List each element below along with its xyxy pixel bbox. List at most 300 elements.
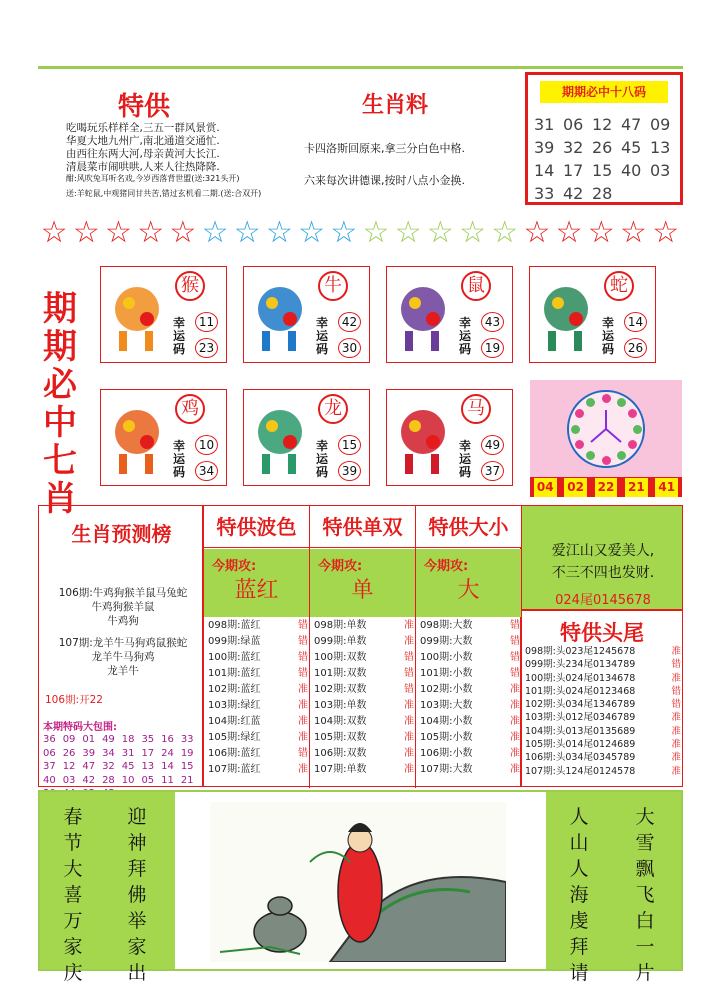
row-value: 头234尾0134789 (555, 659, 636, 671)
column-header: 特供波色 (204, 506, 309, 548)
package-number: 06 (43, 747, 56, 759)
row-period: 101期: (314, 668, 347, 679)
zodiac-card (100, 389, 227, 486)
forecast-table (203, 505, 521, 787)
star-icon: ☆ (491, 215, 519, 250)
row-value: 小数 (452, 748, 473, 759)
ranking-106 (43, 586, 203, 628)
head-tail-row (525, 765, 681, 778)
note-line: 送:羊蛇鼠,中观猪同甘共苦,错过玄机看二期.(送:合双开) (66, 189, 262, 198)
lucky-char: 运 (316, 329, 329, 343)
row-period: 105期: (208, 732, 241, 743)
zodiac-card (100, 266, 227, 363)
row-period: 100期: (314, 652, 347, 663)
row-period: 101期: (525, 685, 556, 697)
lucky-number: 23 (195, 338, 218, 358)
history-row (420, 634, 520, 650)
row-period: 107期: (420, 764, 453, 775)
head-tail-row (525, 751, 681, 764)
lucky-char: 运 (316, 452, 329, 466)
row-result: 准 (671, 646, 681, 657)
lucky-char: 运 (459, 329, 472, 343)
history-row (314, 762, 414, 778)
row-result: 错 (298, 748, 308, 759)
box18-number: 33 (534, 184, 555, 203)
clock-numbers (530, 477, 682, 497)
history-row (420, 650, 520, 666)
row-result: 错 (510, 620, 520, 631)
row-period: 105期: (420, 732, 453, 743)
star-icon: ☆ (201, 215, 229, 250)
box18-number: 06 (563, 115, 584, 134)
package-number: 42 (82, 774, 96, 786)
lucky-char: 码 (173, 342, 186, 356)
history-row (314, 650, 414, 666)
package-number: 17 (141, 747, 155, 759)
package-number: 10 (121, 774, 135, 786)
zodiac-name: 猴 (175, 271, 205, 301)
row-period: 100期: (420, 652, 453, 663)
box18-number: 45 (621, 138, 642, 157)
star-icon: ☆ (555, 215, 583, 250)
lucky-number: 49 (481, 435, 504, 455)
couplet-char: 一 (635, 936, 655, 958)
row-value: 单数 (346, 700, 367, 711)
row-period: 098期: (314, 620, 347, 631)
lucky-char: 幸 (173, 316, 186, 330)
star-icon: ☆ (72, 215, 100, 250)
row-value: 头013尾0135689 (555, 725, 636, 737)
couplet-left-1 (62, 804, 84, 986)
slogan-tail: 024尾0145678 (555, 593, 651, 608)
lucky-char: 码 (602, 342, 615, 356)
poem-line: 清晨菜市闹哄哄,人来人往热降降. (66, 161, 220, 173)
column-header: 特供大小 (416, 506, 521, 548)
clock-number: 41 (655, 478, 678, 497)
title-char: 期 (43, 289, 77, 329)
row-period: 106期: (208, 748, 241, 759)
couplet-char: 片 (635, 962, 655, 984)
row-value: 头012尾0346789 (555, 712, 636, 724)
clock-dot-icon (602, 456, 611, 465)
history-row (314, 682, 414, 698)
top-divider-line (38, 66, 683, 69)
row-value: 头024尾0134678 (555, 672, 636, 684)
ranking-line: 牛鸡狗 (107, 615, 139, 627)
history-row (314, 634, 414, 650)
star-icon: ☆ (394, 215, 422, 250)
star-icon: ☆ (587, 215, 615, 250)
row-period: 107期: (208, 764, 241, 775)
attack-label: 今期攻: (212, 559, 257, 574)
row-result: 准 (510, 732, 520, 743)
row-period: 103期: (208, 700, 241, 711)
history-row (420, 682, 520, 698)
star-row (38, 215, 683, 251)
row-result: 准 (404, 748, 414, 759)
lucky-char: 幸 (602, 316, 615, 330)
row-result: 错 (298, 620, 308, 631)
row-period: 103期: (314, 700, 347, 711)
lucky-char: 码 (459, 465, 472, 479)
head-tail-row (525, 698, 681, 711)
zodiac-name: 马 (461, 394, 491, 424)
package-number: 15 (180, 761, 194, 772)
lucky-number: 37 (481, 461, 504, 481)
package-number: 12 (62, 761, 76, 772)
row-value: 红蓝 (240, 716, 261, 727)
papercut-image (393, 398, 453, 478)
couplet-right-2 (634, 804, 656, 986)
package-title: 本期特码大包围: (43, 722, 117, 733)
history-row (420, 698, 520, 714)
row-period: 105期: (525, 739, 556, 751)
star-icon: ☆ (362, 215, 390, 250)
row-period: 104期: (314, 716, 347, 727)
couplet-char: 出 (127, 962, 147, 984)
poem-line: 华夏大地九州广,南北通道交通忙. (66, 135, 220, 147)
row-period: 102期: (208, 684, 241, 695)
history-row (208, 746, 308, 762)
star-icon: ☆ (233, 215, 261, 250)
lucky-label (459, 440, 473, 479)
title-char: 七 (43, 441, 77, 481)
row-result: 准 (404, 700, 414, 711)
row-period: 103期: (525, 712, 556, 724)
row-period: 104期: (525, 725, 556, 737)
lucky-number: 15 (338, 435, 361, 455)
illustration-image (210, 802, 506, 962)
couplet-char: 春 (63, 806, 83, 828)
head-tail-panel (521, 610, 683, 787)
history-row (314, 618, 414, 634)
ranking-line: 牛鸡狗猴羊鼠 (91, 601, 155, 613)
lucky-label (602, 317, 616, 356)
couplet-char: 飞 (635, 884, 655, 906)
zodiac-ranking-panel (38, 505, 203, 787)
column-header: 特供单双 (310, 506, 415, 548)
row-value: 绿红 (240, 732, 261, 743)
zodiac-name: 鸡 (175, 394, 205, 424)
star-icon: ☆ (620, 215, 647, 250)
couplet-char: 拜 (127, 858, 147, 880)
row-period: 106期: (314, 748, 347, 759)
star-icon: ☆ (265, 215, 293, 250)
package-number: 36 (43, 734, 56, 745)
row-value: 蓝红 (240, 764, 261, 775)
box18-number: 42 (563, 184, 584, 203)
tegong-notes (66, 173, 316, 199)
couplet-char: 节 (63, 832, 83, 854)
couplet-char: 请 (569, 962, 589, 984)
row-result: 准 (671, 752, 681, 764)
package-number: 05 (141, 774, 155, 786)
note-line: 酣:风吹兔耳听名戏,今岁西落背世盟(送:321头开) (66, 174, 240, 183)
box18-numbers (534, 113, 680, 205)
row-result: 错 (671, 659, 681, 671)
package-number: 21 (180, 774, 194, 786)
title-char: 中 (43, 403, 77, 443)
eighteen-numbers-box (525, 72, 683, 205)
row-value: 小数 (452, 652, 473, 663)
clock-dot-icon (571, 425, 580, 434)
row-value: 头024尾0123468 (555, 685, 636, 697)
tegong-title: 特供 (118, 92, 171, 122)
package-number: 03 (62, 774, 76, 786)
box18-number: 14 (534, 161, 555, 180)
slogan-line: 爱江山又爱美人, (551, 543, 655, 559)
row-result: 准 (671, 672, 681, 684)
lucky-char: 幸 (173, 439, 186, 453)
couplet-right-1 (568, 804, 590, 986)
couplet-char: 家 (63, 936, 83, 958)
clock-face (567, 390, 645, 468)
title-char: 必 (43, 365, 77, 405)
head-tail-row (525, 658, 681, 671)
lucky-char: 运 (459, 452, 472, 466)
papercut-image (536, 275, 596, 355)
package-number: 09 (62, 734, 76, 745)
attack-value: 大 (457, 578, 480, 603)
row-result: 准 (510, 716, 520, 727)
star-icon: ☆ (652, 215, 680, 250)
row-result: 错 (510, 636, 520, 647)
ranking-open: 106期:开22 (45, 694, 103, 706)
head-tail-row (525, 725, 681, 738)
attack-box (416, 549, 521, 617)
ranking-line: 106期:牛鸡狗猴羊鼠马兔蛇 (58, 587, 188, 599)
lucky-number: 26 (624, 338, 647, 358)
zodiac-name: 牛 (318, 271, 348, 301)
row-period: 104期: (420, 716, 453, 727)
package-number: 45 (121, 761, 135, 772)
zodiac-name: 蛇 (604, 271, 634, 301)
slogan-line: 不三不四也发财. (551, 565, 655, 581)
row-value: 头014尾0124689 (555, 739, 636, 751)
couplet-left-2 (126, 804, 148, 986)
lucky-label (173, 317, 187, 356)
couplet-char: 人 (569, 858, 589, 880)
row-result: 准 (298, 764, 308, 775)
head-tail-title: 特供头尾 (560, 620, 644, 645)
package-number: 28 (102, 774, 115, 786)
couplet-char: 飘 (635, 858, 655, 880)
row-period: 104期: (208, 716, 241, 727)
zodiac-card (386, 266, 513, 363)
lucky-char: 码 (316, 465, 329, 479)
row-value: 小数 (452, 716, 473, 727)
box18-number: 12 (592, 115, 613, 134)
package-number: 39 (82, 747, 96, 759)
box18-number: 47 (621, 115, 642, 134)
star-icon: ☆ (105, 215, 132, 250)
row-period: 106期: (420, 748, 453, 759)
box18-number: 15 (592, 161, 613, 180)
lucky-number: 10 (195, 435, 218, 455)
attack-box (204, 549, 309, 617)
row-result: 准 (298, 732, 308, 743)
row-value: 单数 (346, 620, 367, 631)
row-result: 准 (298, 716, 308, 727)
star-icon: ☆ (459, 215, 486, 250)
star-icon: ☆ (523, 215, 551, 250)
package-number: 19 (180, 747, 194, 759)
couplet-char: 海 (569, 884, 589, 906)
package-number: 13 (141, 761, 155, 772)
history-row (208, 666, 308, 682)
box18-number: 26 (592, 138, 613, 157)
box18-number: 28 (592, 184, 613, 203)
row-value: 蓝红 (240, 668, 261, 679)
row-result: 错 (404, 684, 414, 695)
ranking-107 (43, 636, 203, 678)
couplet-char: 家 (127, 936, 147, 958)
illustration-icon (210, 802, 506, 962)
papercut-image (250, 275, 310, 355)
zodiac-card (529, 266, 656, 363)
row-result: 错 (510, 652, 520, 663)
history-row (208, 618, 308, 634)
zodiac-card (243, 389, 370, 486)
row-period: 099期: (420, 636, 453, 647)
lucky-number: 14 (624, 312, 647, 332)
box18-number: 09 (650, 115, 671, 134)
row-result: 准 (298, 700, 308, 711)
clock-dot-icon (602, 394, 611, 403)
history-row (314, 746, 414, 762)
history-row (314, 666, 414, 682)
couplet-char: 喜 (63, 884, 83, 906)
row-result: 错 (298, 668, 308, 679)
tegong-poem (66, 122, 301, 174)
package-number: 37 (43, 761, 56, 772)
row-result: 错 (298, 652, 308, 663)
lucky-char: 幸 (316, 439, 329, 453)
row-result: 错 (671, 699, 681, 711)
lucky-number: 19 (481, 338, 504, 358)
row-period: 101期: (420, 668, 453, 679)
row-period: 102期: (314, 684, 347, 695)
row-period: 107期: (525, 765, 556, 777)
lucky-number: 39 (338, 461, 361, 481)
star-icon: ☆ (169, 215, 197, 250)
package-number: 34 (102, 747, 115, 759)
package-number: 26 (62, 747, 76, 759)
row-value: 大数 (452, 636, 473, 647)
row-value: 蓝红 (240, 684, 261, 695)
ranking-line: 龙羊牛马狗鸡 (91, 651, 155, 663)
row-result: 准 (510, 748, 520, 759)
history-row (420, 714, 520, 730)
zodiac-card (243, 266, 370, 363)
row-period: 106期: (525, 752, 556, 764)
lucky-label (173, 440, 187, 479)
row-value: 双数 (346, 732, 367, 743)
row-period: 102期: (525, 699, 556, 711)
bottom-banner (38, 790, 683, 984)
history-row (420, 666, 520, 682)
row-value: 双数 (346, 652, 367, 663)
row-period: 099期: (525, 659, 556, 671)
row-period: 098期: (525, 646, 556, 657)
history-row (208, 714, 308, 730)
star-icon: ☆ (298, 215, 326, 250)
couplet-char: 人 (569, 806, 589, 828)
couplet-char: 拜 (569, 936, 589, 958)
row-result: 准 (671, 725, 681, 737)
row-value: 双数 (346, 684, 367, 695)
clock-number: 21 (625, 478, 648, 497)
clock-number: 22 (595, 478, 618, 497)
lucky-label (459, 317, 473, 356)
package-number: 18 (121, 734, 135, 745)
couplet-char: 大 (635, 806, 655, 828)
package-number: 14 (161, 761, 174, 772)
couplet-char: 万 (63, 910, 83, 932)
lucky-char: 幸 (459, 316, 472, 330)
row-period: 103期: (420, 700, 453, 711)
row-result: 准 (404, 620, 414, 631)
head-tail-row (525, 711, 681, 724)
history-rows (208, 618, 308, 778)
clock-number: 04 (534, 478, 557, 497)
row-result: 错 (404, 668, 414, 679)
row-result: 错 (404, 652, 414, 663)
row-result: 准 (510, 764, 520, 775)
package-number: 40 (43, 774, 56, 786)
row-period: 101期: (208, 668, 241, 679)
zodiac-card (386, 389, 513, 486)
lucky-char: 运 (173, 452, 186, 466)
couplet-char: 举 (127, 910, 147, 932)
box18-number: 03 (650, 161, 671, 180)
row-value: 小数 (452, 684, 473, 695)
couplet-char: 大 (63, 858, 83, 880)
papercut-image (393, 275, 453, 355)
head-tail-row (525, 685, 681, 698)
row-result: 准 (404, 764, 414, 775)
box18-number: 32 (563, 138, 584, 157)
row-value: 蓝红 (240, 748, 261, 759)
row-value: 大数 (452, 764, 473, 775)
clock-dot-icon (575, 440, 584, 449)
bose-column (204, 506, 310, 788)
history-row (208, 698, 308, 714)
row-value: 蓝红 (240, 620, 261, 631)
lucky-char: 运 (602, 329, 615, 343)
row-result: 准 (510, 700, 520, 711)
clock-dot-icon (575, 409, 584, 418)
couplet-char: 庆 (63, 962, 83, 984)
attack-value: 蓝红 (234, 578, 279, 603)
row-result: 准 (671, 765, 681, 777)
history-row (314, 698, 414, 714)
row-value: 双数 (346, 748, 367, 759)
star-icon: ☆ (426, 215, 454, 250)
package-number: 31 (121, 747, 135, 759)
history-row (314, 714, 414, 730)
lucky-char: 幸 (316, 316, 329, 330)
lucky-label (316, 440, 330, 479)
head-tail-row (525, 645, 681, 658)
papercut-image (107, 398, 167, 478)
attack-value: 单 (351, 578, 374, 603)
couplet-char: 虔 (569, 910, 589, 932)
history-row (208, 650, 308, 666)
shengxiao-line: 六来每次讲德课,按时八点小金换. (304, 174, 465, 187)
history-row (208, 762, 308, 778)
row-result: 准 (510, 684, 520, 695)
